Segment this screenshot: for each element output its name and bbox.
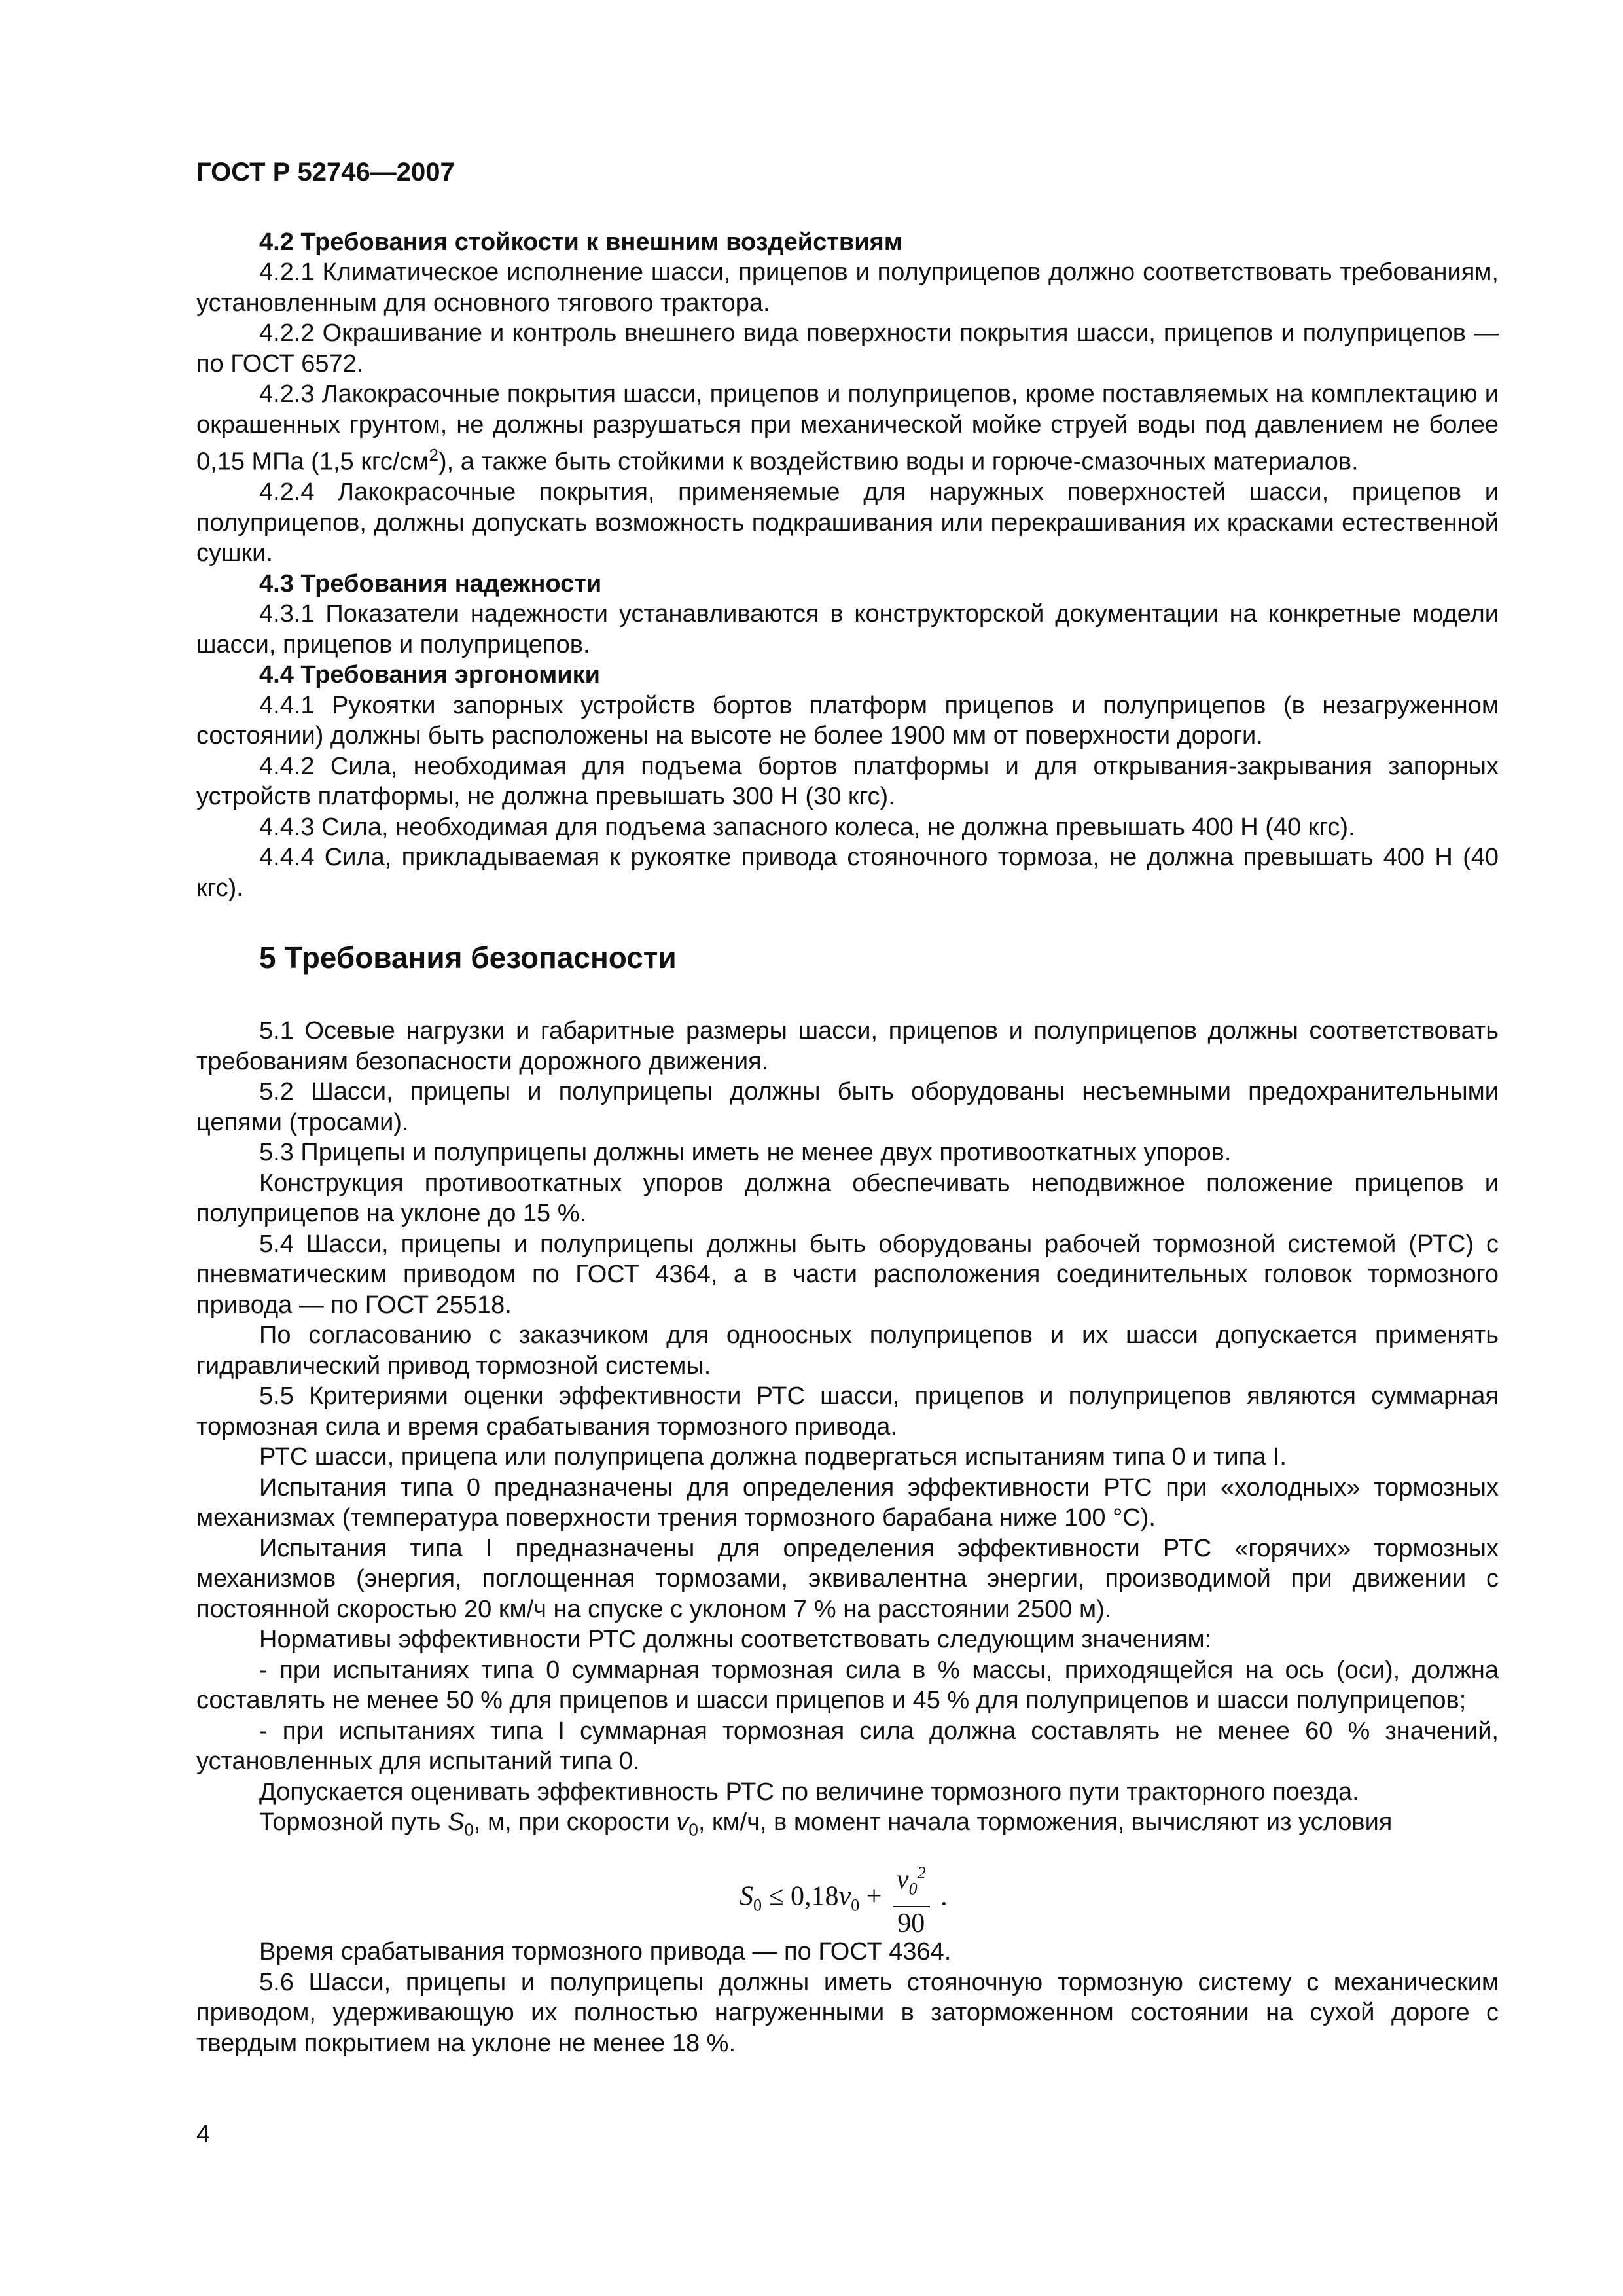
formula-row: [196, 1845, 1499, 1937]
paragraph-5-5-type-1: Испытания типа I предназначены для определения эффективности РТС «горячих» тормозных механизмов (энергия, поглощенная тормозами, эквивалентна энергии, производимой при движении с постоянной скоростью 20 км/ч на спуске с уклоном 7 % на расстоянии 2500 м).: [196, 1534, 1499, 1623]
var-s: S: [448, 1808, 465, 1837]
page-content: [196, 157, 1499, 2058]
formula-operator: ≤ 0,18: [762, 1881, 839, 1912]
paragraph-5-3: 5.3 Прицепы и полуприцепы должны иметь не менее двух противооткатных упоров.: [259, 1139, 1232, 1167]
page-number: 4: [196, 2121, 211, 2148]
list-item-type-1-norm: - при испытаниях типа I суммарная тормозная сила должна составлять не менее 60 % значений, установленных для испытаний типа 0.: [196, 1717, 1499, 1776]
list-item-type-0-norm: - при испытаниях типа 0 суммарная тормозная сила в % массы, приходящейся на ось (оси), должна составлять не менее 50 % для прицепов и шасси прицепов и 45 % для полуприцепов и шасси полуприцепов;: [196, 1656, 1499, 1715]
formula-intro-text-a: Тормозной путь: [259, 1808, 448, 1837]
paragraph-4-4-1: 4.4.1 Рукоятки запорных устройств бортов платформ прицепов и полуприцепов (в незагруженном состоянии) должны быть расположены на высоте не более 1900 мм от поверхности дороги.: [196, 691, 1499, 750]
paragraph-5-2: 5.2 Шасси, прицепы и полуприцепы должны быть оборудованы несъемными предохранительными цепями (тросами).: [196, 1078, 1499, 1136]
paragraph-4-2-2: 4.2.2 Окрашивание и контроль внешнего вида поверхности покрытия шасси, прицепов и полуприцепов — по ГОСТ 6572.: [196, 319, 1499, 378]
fraction-numerator: [893, 1858, 930, 1907]
paragraph-5-5-formula-intro: [196, 1807, 1499, 1845]
formula-fraction: [893, 1858, 930, 1939]
paragraph-5-6: 5.6 Шасси, прицепы и полуприцепы должны иметь стояночную тормозную систему с механическим приводом, удерживающую их полностью нагруженными в заторможенном состоянии на сухой дороге с твердым покрытием на уклоне не менее 18 %.: [196, 1968, 1499, 2057]
section-5-heading: 5 Требования безопасности: [259, 941, 677, 975]
braking-distance-formula: [740, 1858, 948, 1939]
paragraph-4-2-3: [196, 379, 1499, 477]
numerator-sub: 0: [908, 1879, 918, 1899]
formula-lhs: S: [740, 1881, 753, 1912]
formula-v-sub: 0: [851, 1895, 860, 1915]
var-v: v: [676, 1808, 689, 1837]
paragraph-4-3-1: 4.3.1 Показатели надежности устанавливаются в конструкторской документации на конкретные модели шасси, прицепов и полуприцепов.: [196, 600, 1499, 658]
paragraph-5-4: 5.4 Шасси, прицепы и полуприцепы должны быть оборудованы рабочей тормозной системой (РТС) с пневматическим приводом по ГОСТ 4364, а в части расположения соединительных головок тормозного привода — по ГОСТ 25518.: [196, 1230, 1499, 1319]
fraction-denominator: 90: [897, 1909, 925, 1939]
paragraph-4-2-4: 4.2.4 Лакокрасочные покрытия, применяемые для наружных поверхностей шасси, прицепов и полуприцепов, должны допускать возможность подкрашивания или перекрашивания их красками естественной сушки.: [196, 478, 1499, 567]
var-v-sub: 0: [688, 1820, 698, 1840]
paragraph-4-4-4: 4.4.4 Сила, прикладываемая к рукоятке привода стояночного тормоза, не должна превышать 400 Н (40 кгс).: [196, 844, 1499, 902]
var-s-sub: 0: [464, 1820, 474, 1840]
paragraph-5-4-continued: По согласованию с заказчиком для одноосных полуприцепов и их шасси допускается применять гидравлический привод тормозной системы.: [196, 1321, 1499, 1380]
paragraph-5-1: 5.1 Осевые нагрузки и габаритные размеры шасси, прицепов и полуприцепов должны соответствовать требованиям безопасности дорожного движения.: [196, 1017, 1499, 1075]
paragraph-4-4-2: 4.4.2 Сила, необходимая для подъема бортов платформы и для открывания-закрывания запорных устройств платформы, не должна превышать 300 Н (30 кгс).: [196, 752, 1499, 811]
formula-lhs-sub: 0: [753, 1895, 762, 1915]
section-4-2-heading: 4.2 Требования стойкости к внешним воздействиям: [259, 228, 902, 256]
paragraph-5-5-response-time: Время срабатывания тормозного привода — по ГОСТ 4364.: [259, 1938, 952, 1966]
section-4-4-heading: 4.4 Требования эргономики: [259, 661, 600, 689]
paragraph-4-4-3: 4.4.3 Сила, необходимая для подъема запасного колеса, не должна превышать 400 Н (40 кгс).: [259, 813, 1355, 841]
paragraph-4-2-1: 4.2.1 Климатическое исполнение шасси, прицепов и полуприцепов должно соответствовать требованиям, установленным для основного тягового трактора.: [196, 259, 1499, 317]
paragraph-4-2-3-text-b: ), а также быть стойкими к воздействию воды и горюче-смазочных материалов.: [438, 448, 1359, 476]
numerator-sup: 2: [917, 1863, 926, 1883]
formula-v: v: [838, 1881, 851, 1912]
formula-end: .: [933, 1881, 948, 1912]
paragraph-5-5: 5.5 Критериями оценки эффективности РТС шасси, прицепов и полуприцепов являются суммарная тормозная сила и время срабатывания тормозного привода.: [196, 1382, 1499, 1441]
formula-plus: +: [859, 1881, 889, 1912]
paragraph-5-5-test-types: РТС шасси, прицепа или полуприцепа должна подвергаться испытаниям типа 0 и типа I.: [259, 1443, 1287, 1471]
paragraph-4-2-3-text-a: 4.2.3 Лакокрасочные покрытия шасси, прицепов и полуприцепов, кроме поставляемых на комплектацию и окрашенных грунтом, не должны разрушаться при механической мойке струей воды под давлением не более 0,15 МПа (1,5 кгс/см: [196, 380, 1499, 476]
superscript-2: 2: [429, 445, 439, 465]
numerator-v: v: [896, 1865, 909, 1895]
paragraph-5-5-type-0: Испытания типа 0 предназначены для определения эффективности РТС при «холодных» тормозных механизмах (температура поверхности трения тормозного барабана ниже 100 °С).: [196, 1473, 1499, 1532]
formula-intro-text-b: , м, при скорости: [473, 1808, 677, 1837]
paragraph-5-5-norms: Нормативы эффективности РТС должны соответствовать следующим значениям:: [259, 1626, 1212, 1654]
paragraph-5-3-continued: Конструкция противооткатных упоров должна обеспечивать неподвижное положение прицепов и полуприцепов на уклоне до 15 %.: [196, 1169, 1499, 1228]
paragraph-5-5-braking-distance: Допускается оценивать эффективность РТС по величине тормозного пути тракторного поезда.: [259, 1778, 1359, 1806]
formula-intro-text-c: , км/ч, в момент начала торможения, вычисляют из условия: [698, 1808, 1393, 1837]
section-4-3-heading: 4.3 Требования надежности: [259, 569, 602, 598]
document-code-header: ГОСТ Р 52746—2007: [196, 158, 455, 187]
